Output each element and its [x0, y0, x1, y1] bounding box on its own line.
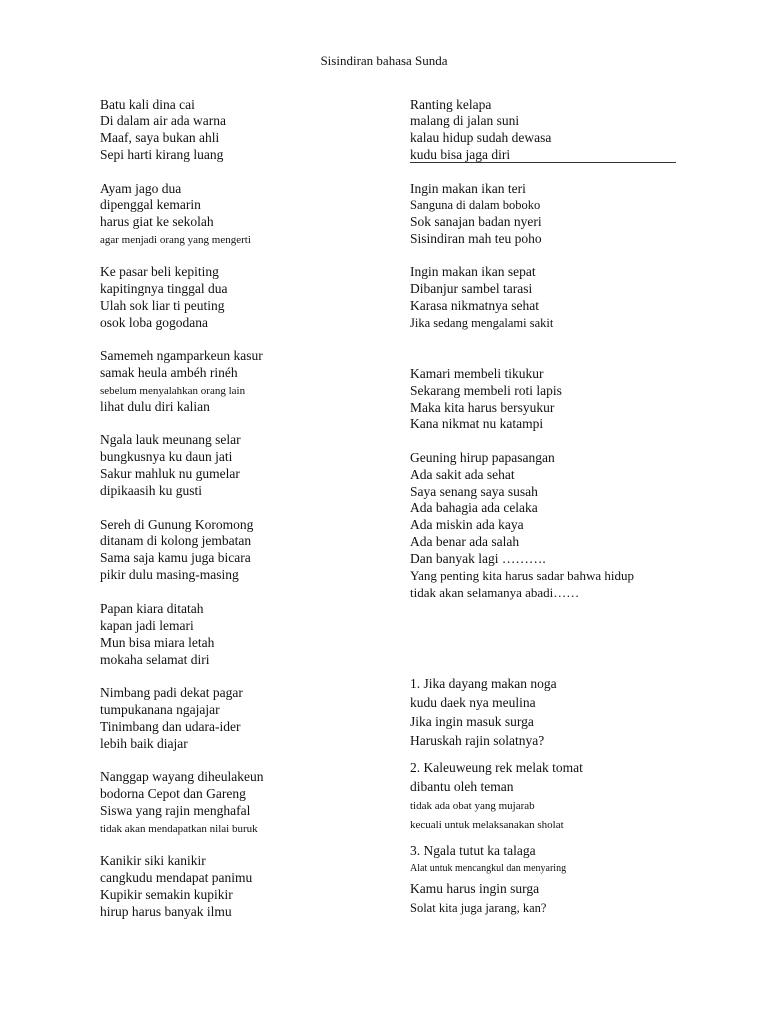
stanza-line: Di dalam air ada warna [100, 113, 226, 128]
stanza-line: Ulah sok liar ti peuting [100, 298, 225, 313]
stanza-line: Sisindiran mah teu poho [410, 231, 542, 246]
stanza-line: dibantu oleh teman [410, 779, 514, 794]
stanza-line: Batu kali dina cai [100, 97, 195, 112]
stanza-line: Haruskah rajin solatnya? [410, 733, 545, 748]
stanza-line: Kanikir siki kanikir [100, 853, 206, 868]
stanza-line: 3. Ngala tutut ka talaga [410, 843, 536, 858]
stanza-line: Siswa yang rajin menghafal [100, 803, 251, 818]
stanza-line: Ayam jago dua [100, 181, 182, 196]
stanza-line: mokaha selamat diri [100, 652, 210, 667]
stanza-line: Ingin makan ikan teri [410, 181, 526, 196]
stanza-line: lihat dulu diri kalian [100, 399, 210, 414]
stanza-line: Alat untuk mencangkul dan menyaring [410, 863, 567, 874]
stanza-line: Ngala lauk meunang selar [100, 432, 241, 447]
stanza-line: bodorna Cepot dan Gareng [100, 786, 246, 801]
stanza-line: lebih baik diajar [100, 736, 188, 751]
stanza-line: Geuning hirup papasangan [410, 450, 555, 465]
stanza-line: osok loba gogodana [100, 315, 208, 330]
stanza-line: sebelum menyalahkan orang lain [100, 385, 246, 397]
underline-rule [410, 162, 676, 163]
stanza-line: ditanam di kolong jembatan [100, 533, 252, 548]
stanza-line: harus giat ke sekolah [100, 214, 214, 229]
stanza-line: dipikaasih ku gusti [100, 483, 202, 498]
stanza-line: Ada miskin ada kaya [410, 517, 524, 532]
stanza-line: tidak akan mendapatkan nilai buruk [100, 823, 258, 835]
stanza-line: Dan banyak lagi ………. [410, 551, 546, 566]
stanza-line: Maka kita harus bersyukur [410, 400, 555, 415]
stanza-line: kecuali untuk melaksanakan sholat [410, 819, 564, 831]
stanza-line: malang di jalan suni [410, 113, 520, 128]
stanza-line: 2. Kaleuweung rek melak tomat [410, 760, 583, 775]
stanza-line: kudu daek nya meulina [410, 695, 536, 710]
stanza-line: Sereh di Gunung Koromong [100, 517, 254, 532]
stanza-line: Sepi harti kirang luang [100, 147, 224, 162]
stanza-line: tumpukanana ngajajar [100, 702, 220, 717]
stanza-line: cangkudu mendapat panimu [100, 870, 253, 885]
stanza-line: kapitingnya tinggal dua [100, 281, 228, 296]
stanza-line: 1. Jika dayang makan noga [410, 676, 557, 691]
stanza-line: Kamu harus ingin surga [410, 881, 540, 896]
stanza-line: Karasa nikmatnya sehat [410, 298, 539, 313]
stanza-line: bungkusnya ku daun jati [100, 449, 233, 464]
stanza-line: Yang penting kita harus sadar bahwa hidup [410, 568, 634, 583]
stanza-line: Jika sedang mengalami sakit [410, 316, 554, 330]
stanza-line: Ada benar ada salah [410, 534, 520, 549]
stanza-line: Dibanjur sambel tarasi [410, 281, 533, 296]
stanza-line: kudu bisa jaga diri [410, 147, 511, 162]
stanza-line: pikir dulu masing-masing [100, 567, 239, 582]
stanza-line: tidak ada obat yang mujarab [410, 800, 535, 812]
stanza-line: Sok sanajan badan nyeri [410, 214, 542, 229]
stanza-line: Nanggap wayang diheulakeun [100, 769, 264, 784]
page-title: Sisindiran bahasa Sunda [320, 53, 448, 68]
stanza-line: Sama saja kamu juga bicara [100, 550, 251, 565]
stanza-line: Sanguna di dalam boboko [410, 198, 541, 212]
stanza-line: Kupikir semakin kupikir [100, 887, 233, 902]
stanza-line: Ke pasar beli kepiting [100, 264, 219, 279]
stanza-line: Nimbang padi dekat pagar [100, 685, 243, 700]
stanza-line: kalau hidup sudah dewasa [410, 130, 552, 145]
stanza-line: Ada bahagia ada celaka [410, 500, 538, 515]
stanza-line: Kamari membeli tikukur [410, 366, 544, 381]
stanza-line: Kana nikmat nu katampi [410, 416, 544, 431]
stanza-line: Saya senang saya susah [410, 484, 538, 499]
stanza-line: Jika ingin masuk surga [410, 714, 534, 729]
stanza-line: samak heula ambéh rinéh [100, 365, 238, 380]
stanza-line: Maaf, saya bukan ahli [100, 130, 220, 145]
stanza-line: Sekarang membeli roti lapis [410, 383, 562, 398]
stanza-line: kapan jadi lemari [100, 618, 194, 633]
stanza-line: Mun bisa miara letah [100, 635, 215, 650]
stanza-line: tidak akan selamanya abadi…… [410, 585, 580, 600]
stanza-line: dipenggal kemarin [100, 197, 201, 212]
stanza-line: Papan kiara ditatah [100, 601, 204, 616]
stanza-line: Solat kita juga jarang, kan? [410, 901, 547, 915]
stanza-line: hirup harus banyak ilmu [100, 904, 232, 919]
stanza-line: Samemeh ngamparkeun kasur [100, 348, 263, 363]
stanza-line: Ingin makan ikan sepat [410, 264, 536, 279]
stanza-line: Sakur mahluk nu gumelar [100, 466, 240, 481]
stanza-line: Tinimbang dan udara-ider [100, 719, 241, 734]
stanza-line: Ada sakit ada sehat [410, 467, 515, 482]
stanza-line: Ranting kelapa [410, 97, 492, 112]
stanza-line: agar menjadi orang yang mengerti [100, 234, 251, 246]
